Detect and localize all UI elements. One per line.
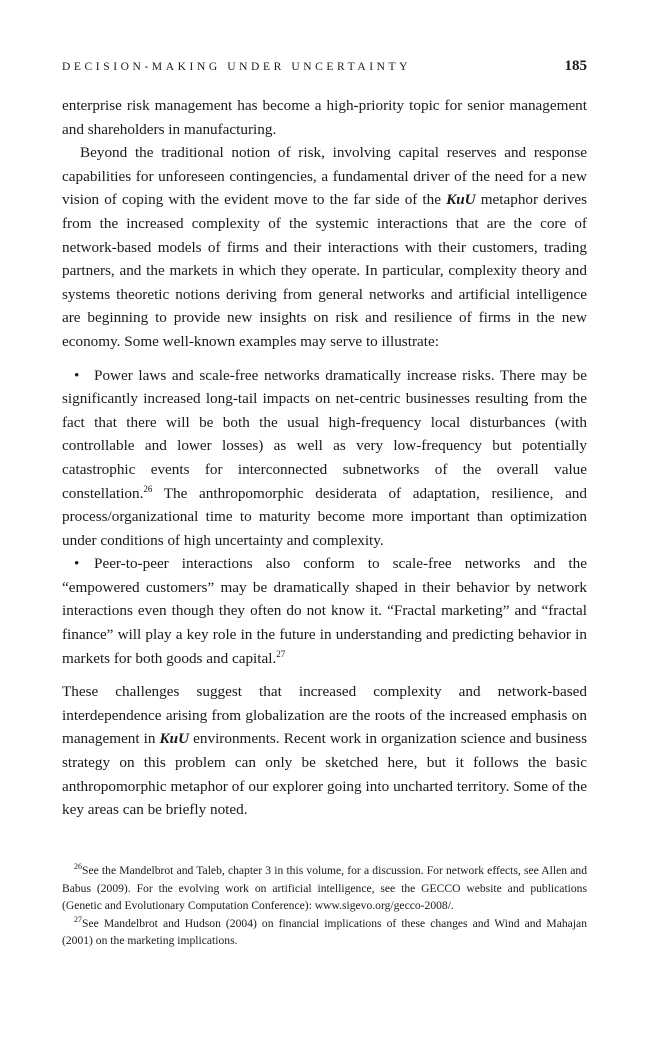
footnote-number: 26 <box>74 862 82 872</box>
bullet-1-part-b: The anthropomorphic desiderata of adaptation, resilience, and process/organizational time to maturity become more important than optimization under conditions of high uncertainty and complexity. <box>62 484 587 549</box>
footnote-number: 27 <box>74 914 82 924</box>
list-item <box>62 364 587 553</box>
bullet-2-part-a: Peer-to-peer interactions also conform to scale-free networks and the “empowered customers” may be dramatically shaped in their behavior by network interactions even though they often do not know it. “Fractal marketing” and “fractal finance” will play a key role in the future in understanding and predicting behavior in markets for both goods and capital. <box>62 555 587 667</box>
paragraph-1: enterprise risk management has become a high-priority topic for senior management and shareholders in manufacturing. <box>62 97 587 138</box>
page-content <box>62 58 587 822</box>
paragraph-2-part-b: metaphor derives from the increased complexity of the systemic interactions that are the core of network-based models of firms and their interactions with their customers, trading partners, and the markets in which they operate. In particular, complexity theory and systems theoretic notions deriving from general networks and artificial intelligence are beginning to provide new insights on risk and resilience of firms in the new economy. Some well-known examples may serve to illustrate: <box>62 191 587 350</box>
list-item <box>62 552 587 670</box>
page-number: 185 <box>564 58 587 74</box>
kuu-term: KuU <box>446 191 476 209</box>
bullet-marker: • <box>74 366 80 384</box>
footnote-26 <box>62 862 587 915</box>
footnote-text: See Mandelbrot and Hudson (2004) on financial implications of these changes and Wind and Mahajan (2001) on the marketing implications. <box>62 916 587 948</box>
bullet-marker: • <box>74 555 80 573</box>
body-text <box>62 94 587 822</box>
footnotes <box>62 862 587 950</box>
bullet-list <box>62 364 587 671</box>
paragraph-2-part-a: Beyond the traditional notion of risk, involving capital reserves and response capabilities for unforeseen contingencies, a fundamental driver of the need for a new vision of coping with the evident move to the far side of the <box>62 144 587 209</box>
running-title: DECISION-MAKING UNDER UNCERTAINTY <box>62 61 412 73</box>
paragraph-3-part-a: These challenges suggest that increased complexity and network-based interdependence arising from globalization are the roots of the increased emphasis on management in <box>62 683 587 748</box>
bullet-1-part-a: Power laws and scale-free networks dramatically increase risks. There may be significantly increased long-tail impacts on net-centric businesses resulting from the fact that there will be both the usual high-frequency local disturbances (with controllable and lower losses) as well as very low-frequency but potentially catastrophic events for interconnected subnetworks of the overall value constellation. <box>62 366 587 502</box>
paragraph-3 <box>62 680 587 822</box>
footnote-ref-27[interactable]: 27 <box>276 648 286 659</box>
footnote-text: See the Mandelbrot and Taleb, chapter 3 in this volume, for a discussion. For network effects, see Allen and Babus (2009). For the evolving work on artificial intelligence, see the GECCO website and publications (Genetic and Evolutionary Computation Conference): www.sigevo.org/gecco-2008/. <box>62 864 587 913</box>
running-head <box>62 58 587 80</box>
footnote-27 <box>62 915 587 950</box>
footnote-ref-26[interactable]: 26 <box>143 483 153 494</box>
paragraph-3-part-b: environments. Recent work in organization science and business strategy on this problem can only be sketched here, but it follows the basic anthropomorphic metaphor of our explorer going into uncharted territory. Some of the key areas can be briefly noted. <box>62 730 588 819</box>
kuu-term: KuU <box>159 730 190 748</box>
paragraph-2 <box>62 141 587 353</box>
